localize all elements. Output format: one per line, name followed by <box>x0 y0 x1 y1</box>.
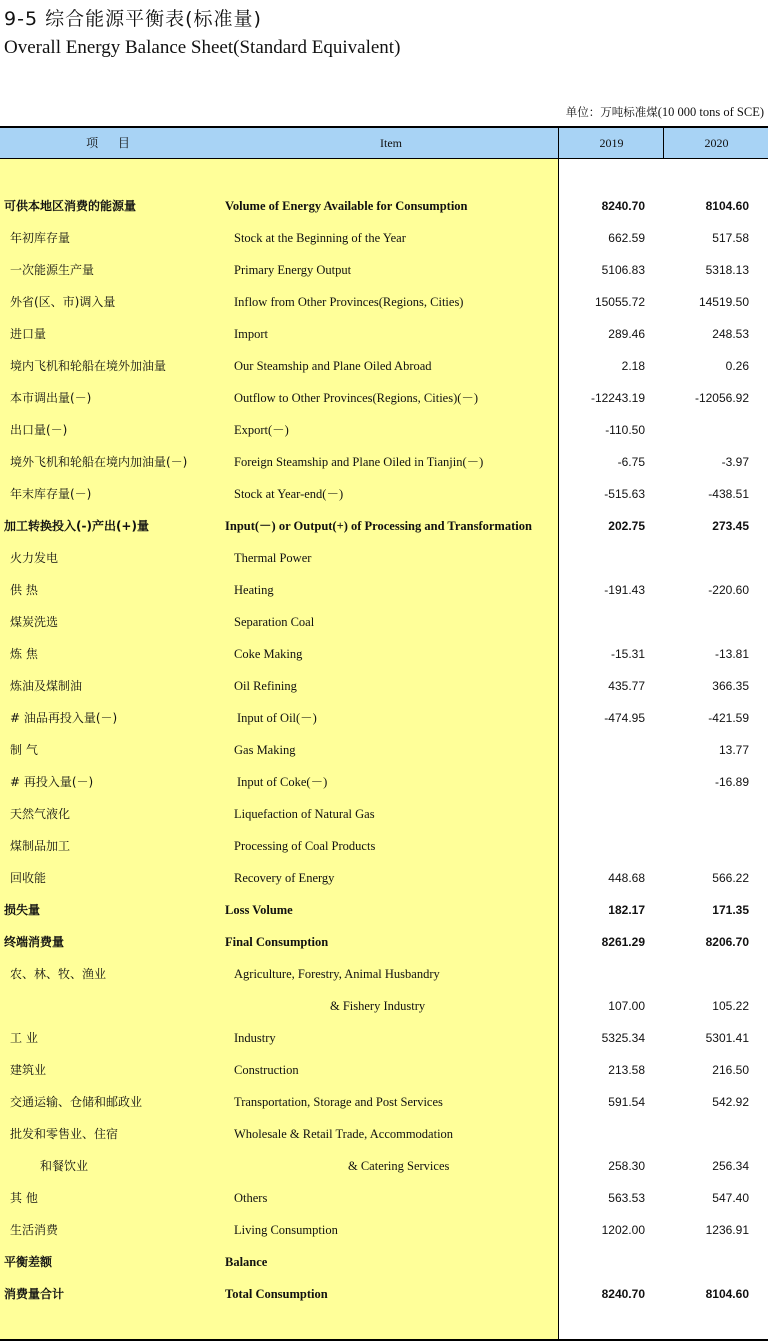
value-2019: -191.43 <box>604 583 645 597</box>
row-label-chinese: 生活消费 <box>10 1223 59 1237</box>
unit-label <box>566 104 764 120</box>
table-row <box>0 990 768 1022</box>
value-2019: 182.17 <box>608 903 645 917</box>
table-row <box>0 1022 768 1054</box>
table-row <box>0 1182 768 1214</box>
value-2020: 273.45 <box>712 519 749 533</box>
row-label-chinese: 外省(区、市)调入量 <box>10 295 116 309</box>
table-row <box>0 702 768 734</box>
row-label-english: Thermal Power <box>234 551 312 565</box>
table-row <box>0 542 768 574</box>
row-label-english: Primary Energy Output <box>234 263 352 277</box>
row-label-chinese: 供 热 <box>10 583 38 597</box>
row-label-chinese: 煤制品加工 <box>10 839 71 853</box>
table-row <box>0 1054 768 1086</box>
row-label-english: Input of Oil(－) <box>237 711 317 725</box>
table-row <box>0 414 768 446</box>
row-label-chinese: 年末库存量(－) <box>10 487 92 501</box>
row-label-chinese: 境内飞机和轮船在境外加油量 <box>10 359 167 373</box>
table-row <box>0 350 768 382</box>
table-row <box>0 1278 768 1310</box>
value-2019: 435.77 <box>608 679 645 693</box>
value-2020: 366.35 <box>712 679 749 693</box>
value-2020: 542.92 <box>712 1095 749 1109</box>
value-2020: 105.22 <box>712 999 749 1013</box>
row-label-english: Recovery of Energy <box>234 871 335 885</box>
row-label-english: Total Consumption <box>225 1287 328 1301</box>
header-year-2019: 2019 <box>558 128 664 158</box>
table-row <box>0 894 768 926</box>
value-2020: -13.81 <box>714 647 749 661</box>
row-label-chinese: 出口量(－) <box>10 423 68 437</box>
row-label-english: Foreign Steamship and Plane Oiled in Tianjin(－) <box>234 455 484 469</box>
value-2020: -438.51 <box>708 487 749 501</box>
value-2020: 171.35 <box>712 903 749 917</box>
row-label-english: Separation Coal <box>234 615 315 629</box>
table-row <box>0 830 768 862</box>
row-label-english: Others <box>234 1191 268 1205</box>
row-label-chinese: # 再投入量(－) <box>10 775 94 789</box>
row-label-english: Input(－) or Output(+) of Processing and Transformation <box>225 519 532 533</box>
value-2019: 8240.70 <box>601 1287 645 1301</box>
value-2020: -220.60 <box>708 583 749 597</box>
row-label-chinese: 批发和零售业、住宿 <box>10 1127 119 1141</box>
value-2019: 213.58 <box>608 1063 645 1077</box>
row-label-english: Heating <box>234 583 274 597</box>
row-label-english: Export(－) <box>234 423 289 437</box>
row-label-english: & Fishery Industry <box>330 999 426 1013</box>
value-2019: 289.46 <box>608 327 645 341</box>
row-label-chinese: 进口量 <box>10 327 47 341</box>
value-2019: 202.75 <box>608 519 645 533</box>
value-2019: -6.75 <box>617 455 645 469</box>
row-label-english: Import <box>234 327 269 341</box>
row-label-english: Gas Making <box>234 743 296 757</box>
row-label-chinese: 平衡差额 <box>4 1255 53 1269</box>
value-2020: 8104.60 <box>705 199 749 213</box>
row-label-chinese: 其 他 <box>10 1191 38 1205</box>
row-label-english: Construction <box>234 1063 299 1077</box>
value-2020: 216.50 <box>712 1063 749 1077</box>
row-label-english: Liquefaction of Natural Gas <box>234 807 375 821</box>
row-label-chinese: 本市调出量(－) <box>10 391 92 405</box>
value-2019: -15.31 <box>610 647 645 661</box>
table-row <box>0 286 768 318</box>
row-label-english: Input of Coke(－) <box>237 775 328 789</box>
row-label-english: Outflow to Other Provinces(Regions, Cities)(－) <box>234 391 479 405</box>
value-2019: 15055.72 <box>594 295 645 309</box>
row-label-chinese: 工 业 <box>10 1031 38 1045</box>
table-row <box>0 734 768 766</box>
table-row <box>0 766 768 798</box>
table-row <box>0 798 768 830</box>
row-label-english: Processing of Coal Products <box>234 839 376 853</box>
row-label-chinese: 年初库存量 <box>10 231 71 245</box>
value-2019: -474.95 <box>604 711 645 725</box>
row-label-english: Wholesale & Retail Trade, Accommodation <box>234 1127 454 1141</box>
value-2020: 0.26 <box>725 359 749 373</box>
value-2020: -421.59 <box>708 711 749 725</box>
table-body <box>0 190 768 1310</box>
unit-label-chinese: 单位：万吨标准煤 <box>565 105 658 119</box>
row-label-chinese: 和餐饮业 <box>40 1159 89 1173</box>
table-row <box>0 862 768 894</box>
value-2020: 5301.41 <box>705 1031 749 1045</box>
value-2020: 248.53 <box>712 327 749 341</box>
value-2019: 591.54 <box>608 1095 645 1109</box>
value-2020: 566.22 <box>712 871 749 885</box>
row-label-english: Volume of Energy Available for Consumption <box>225 199 468 213</box>
value-2020: 5318.13 <box>705 263 749 277</box>
table-row <box>0 222 768 254</box>
table-row <box>0 478 768 510</box>
value-2019: 448.68 <box>608 871 645 885</box>
row-label-chinese: 火力发电 <box>10 551 59 565</box>
table-header <box>0 128 768 159</box>
value-2019: 563.53 <box>608 1191 645 1205</box>
value-2020: 8104.60 <box>705 1287 749 1301</box>
value-2019: 662.59 <box>608 231 645 245</box>
header-item: Item <box>380 136 402 150</box>
value-2019: -110.50 <box>605 423 645 437</box>
table-title-chinese: 9-5 综合能源平衡表(标准量) <box>4 8 262 30</box>
header-chinese-item: 项 目 <box>86 136 138 150</box>
table-row <box>0 446 768 478</box>
value-2019: 8240.70 <box>601 199 645 213</box>
row-label-chinese: 境外飞机和轮船在境内加油量(－) <box>10 455 188 469</box>
table-row <box>0 1086 768 1118</box>
value-2019: 5325.34 <box>601 1031 645 1045</box>
row-label-chinese: 损失量 <box>4 903 41 917</box>
table-row <box>0 574 768 606</box>
table-row <box>0 1214 768 1246</box>
table-row <box>0 958 768 990</box>
value-2020: 547.40 <box>712 1191 749 1205</box>
value-2020: -3.97 <box>721 455 749 469</box>
row-label-chinese: 炼 焦 <box>10 647 38 661</box>
value-2020: 517.58 <box>712 231 749 245</box>
row-label-english: Agriculture, Forestry, Animal Husbandry <box>234 967 440 981</box>
row-label-chinese: 回收能 <box>10 871 47 885</box>
row-label-english: Oil Refining <box>234 679 297 693</box>
table-bottom-rule <box>0 1339 768 1341</box>
value-2019: 8261.29 <box>601 935 645 949</box>
value-2019: 258.30 <box>608 1159 645 1173</box>
table-title-english: Overall Energy Balance Sheet(Standard Equivalent) <box>4 37 401 58</box>
row-label-chinese: 加工转换投入(-)产出(+)量 <box>4 519 149 533</box>
row-label-english: Final Consumption <box>225 935 329 949</box>
row-label-english: Coke Making <box>234 647 303 661</box>
row-label-chinese: 消费量合计 <box>4 1287 65 1301</box>
table-row <box>0 254 768 286</box>
table-row <box>0 190 768 222</box>
row-label-english: Inflow from Other Provinces(Regions, Cities) <box>234 295 464 309</box>
row-label-english: Stock at Year-end(－) <box>234 487 344 501</box>
table-row <box>0 318 768 350</box>
table-row <box>0 670 768 702</box>
row-label-chinese: 天然气液化 <box>10 807 71 821</box>
table-row <box>0 1150 768 1182</box>
value-2019: 2.18 <box>621 359 645 373</box>
value-2020: -12056.92 <box>694 391 749 405</box>
value-2020: 14519.50 <box>698 295 749 309</box>
row-label-chinese: 炼油及煤制油 <box>10 679 83 693</box>
row-label-chinese: 农、林、牧、渔业 <box>10 967 107 981</box>
header-year-2020: 2020 <box>663 128 768 158</box>
row-label-english: Industry <box>234 1031 276 1045</box>
row-label-chinese: 可供本地区消费的能源量 <box>4 199 137 213</box>
value-2020: 13.77 <box>718 743 749 757</box>
row-label-english: Balance <box>225 1255 268 1269</box>
row-label-chinese: 建筑业 <box>10 1063 47 1077</box>
table-row <box>0 926 768 958</box>
value-2020: 1236.91 <box>705 1223 749 1237</box>
row-label-english: Loss Volume <box>225 903 293 917</box>
row-label-chinese: 制 气 <box>10 743 38 757</box>
value-2020: 8206.70 <box>705 935 749 949</box>
value-2020: 256.34 <box>712 1159 749 1173</box>
value-2020: -16.89 <box>714 775 749 789</box>
row-label-chinese: 煤炭洗选 <box>10 615 59 629</box>
value-2019: 107.00 <box>608 999 645 1013</box>
value-2019: -12243.19 <box>590 391 645 405</box>
value-2019: 5106.83 <box>601 263 645 277</box>
value-2019: 1202.00 <box>601 1223 645 1237</box>
row-label-english: Stock at the Beginning of the Year <box>234 231 406 245</box>
table-row <box>0 606 768 638</box>
row-label-english: Living Consumption <box>234 1223 338 1237</box>
table-row <box>0 638 768 670</box>
row-label-chinese: 一次能源生产量 <box>10 263 95 277</box>
row-label-chinese: 终端消费量 <box>4 935 65 949</box>
value-2019: -515.63 <box>604 487 645 501</box>
row-label-chinese: # 油品再投入量(－) <box>10 711 118 725</box>
table-row <box>0 1246 768 1278</box>
table-row <box>0 510 768 542</box>
row-label-english: Our Steamship and Plane Oiled Abroad <box>234 359 432 373</box>
table-row <box>0 1118 768 1150</box>
row-label-english: Transportation, Storage and Post Services <box>234 1095 443 1109</box>
row-label-chinese: 交通运输、仓储和邮政业 <box>10 1095 143 1109</box>
row-label-english: & Catering Services <box>348 1159 450 1173</box>
table-row <box>0 382 768 414</box>
unit-label-english: (10 000 tons of SCE) <box>657 105 764 119</box>
